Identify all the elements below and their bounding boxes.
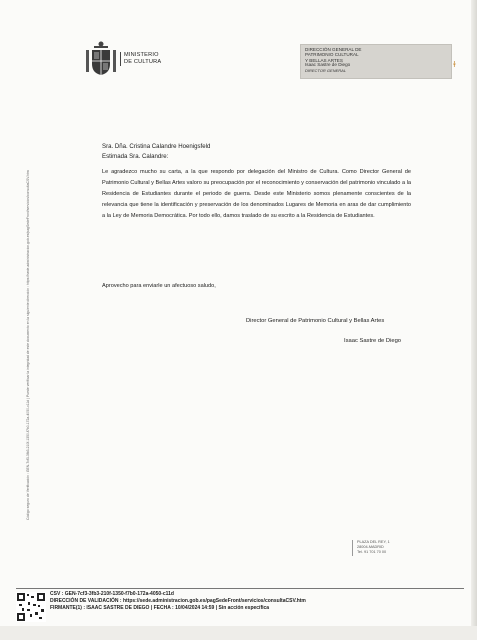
footer-csv: CSV : GEN-7cf3-3fb3-210f-1350-f7b0-172a-4050-c11d [50,591,174,597]
ministry-divider [120,52,121,66]
address-line2: 28004-MADRID [357,545,384,550]
recipient: Sra. Dña. Cristina Calandre Hoenigsfeld [102,143,211,150]
signature-name: Isaac Sastre de Diego [344,338,402,344]
scan-edge [471,0,477,640]
letter-body: Le agradezco mucho su carta, a la que respondo por delegación del Ministro de Cultura. Como Director General de Patrimonio Cultural y Bellas Artes valoro su preocupación por el reconocimiento y conservación del patrimonio vinculado a la Residencia de Estudiantes durante el periodo de guerra. Desde este Ministerio somos plenamente conscientes de la relevancia que tiene la identificación y preservación de los denominados Lugares de Memoria en aras de dar cumplimiento a la Ley de Memoria Democrática. Por todo ello, damos traslado de su escrito a la Residencia de Estudiantes. [102,169,411,219]
ministry-name [124,52,161,66]
qr-code-icon [16,592,46,622]
director-role: DIRECTOR GENERAL [305,68,347,73]
greeting: Estimada Sra. Calandre: [102,153,169,160]
director-name: Isaac Sastre de Diego [305,62,351,67]
coat-of-arms-icon [84,40,118,78]
farewell: Aprovecho para enviarle un afectuoso saludo, [102,283,216,289]
address-block [352,540,390,556]
address-line3: Tel. 91 701 70 00 [357,550,387,555]
directorate-line3: Y BELLAS ARTES [305,57,343,63]
footer-validation [50,591,306,612]
footer-signer: FIRMANTE(1) : ISAAC SASTRE DE DIEGO | FECHA : 10/04/2024 14:59 | Sin acción específica [50,605,270,611]
verification-side-note: Código seguro de Verificación : GEN-7cf3-3fb3-210f-1350-f7b0-172a-4050-c11d | Puede verificar la integridad de este documento en la siguiente dirección : https://sede.administracion.gob.es/pagSedeFront/servicios/consultaCSV.htm [26,170,30,520]
address-line1: PLAZA DEL REY, 1 [357,540,390,544]
directorate-title [305,47,362,63]
directorate-line1: DIRECCIÓN GENERAL DE [305,47,362,52]
footer-validation-url[interactable]: DIRECCIÓN DE VALIDACIÓN : https://sede.administracion.gob.es/pagSedeFront/servicios/consultaCSV.htm [50,598,306,604]
directorate-line2: PATRIMONIO CULTURAL [305,52,359,58]
ministry-line2: DE CULTURA [124,58,162,65]
ministry-line1: MINISTERIO [124,52,159,58]
signature-title: Director General de Patrimonio Cultural y Bellas Artes [246,318,385,324]
page-bottom-margin [0,626,477,640]
scan-mark: ɫ [453,60,456,69]
directorate-header [300,44,452,79]
footer-divider [16,588,464,589]
